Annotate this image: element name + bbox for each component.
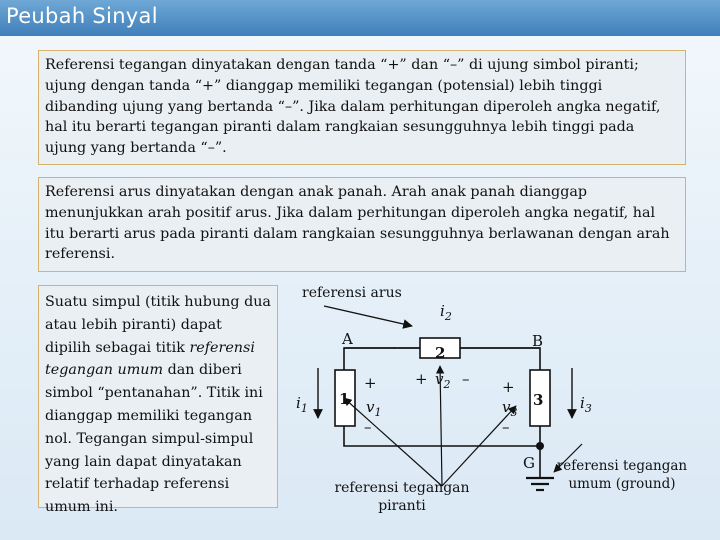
label-v2-sub: 2 [443, 378, 451, 391]
v3-minus: – [502, 418, 510, 436]
node-reference-box [38, 285, 278, 516]
v2-plus: + [415, 370, 428, 388]
label-v1 [366, 398, 381, 419]
v3-plus: + [502, 378, 515, 396]
current-reference-box [38, 177, 686, 272]
label-i3-sub: 3 [584, 402, 592, 415]
node-reference-emphasis: referensi tegangan umum [45, 339, 255, 379]
label-v2-main: v [435, 370, 444, 388]
label-v2 [435, 370, 450, 391]
v1-plus: + [364, 374, 377, 392]
label-v1-sub: 1 [374, 406, 382, 419]
label-ground-ref-line2: umum (ground) [568, 476, 676, 492]
element-2-label: 2 [435, 344, 446, 362]
label-i2-main: i [440, 302, 445, 320]
title-bar [0, 0, 720, 36]
label-v3-main: v [502, 398, 511, 416]
label-voltage-ref-line2: piranti [378, 498, 426, 514]
circuit-diagram [282, 272, 720, 540]
label-ground-ref-line1: referensi tegangan [556, 458, 688, 474]
label-v1-main: v [366, 398, 375, 416]
label-v3 [502, 398, 517, 419]
label-i3-main: i [580, 394, 585, 412]
node-reference-part2: dan diberi simbol “pentanahan”. Titik ini dianggap memiliki tegangan nol. Tegangan simpul-simpul yang lain dapat dinyatakan relatif terhadap referensi umum ini. [45, 362, 263, 516]
label-i1-sub: 1 [300, 402, 308, 415]
element-3-label: 3 [533, 391, 544, 409]
label-voltage-ref-line1: referensi tegangan [334, 480, 470, 496]
label-i1-main: i [296, 394, 301, 412]
node-b-label: B [532, 332, 544, 350]
current-ref-pointer [324, 306, 412, 326]
label-i2 [440, 302, 452, 323]
label-i1 [296, 394, 308, 415]
node-reference-part1: Suatu simpul (titik hubung dua atau lebih piranti) dapat dipilih sebagai titik [45, 294, 271, 356]
label-i2-sub: 2 [444, 310, 452, 323]
node-g-label: G [523, 454, 535, 472]
label-current-ref: referensi arus [302, 285, 402, 301]
node-g-dot [536, 442, 544, 450]
voltage-reference-box [38, 50, 686, 165]
label-v3-sub: 3 [510, 406, 518, 419]
ground-symbol [526, 478, 554, 490]
node-reference-text [45, 291, 271, 519]
slide-title: Peubah Sinyal [6, 4, 158, 28]
voltage-reference-text: Referensi tegangan dinyatakan dengan tanda “+” dan “–” di ujung simbol piranti; ujung dengan tanda “+” dianggap memiliki tegangan (potensial) lebih tinggi dibanding ujung yang bertanda “–”. Jika dalam perhitungan diperoleh angka negatif, hal itu berarti tegangan piranti dalam rangkaian sesungguhnya lebih tinggi pada ujung yang bertanda “–”. [45, 57, 661, 157]
node-a-label: A [342, 330, 353, 348]
current-reference-text: Referensi arus dinyatakan dengan anak panah. Arah anak panah dianggap menunjukkan arah positif arus. Jika dalam perhitungan diperoleh angka negatif, hal itu berarti arus pada piranti dalam rangkaian sesungguhnya berlawanan dengan arah referensi. [45, 184, 670, 263]
v1-minus: – [364, 418, 372, 436]
wire-bottom [344, 426, 540, 446]
v2-minus: – [462, 370, 470, 388]
label-i3 [580, 394, 592, 415]
element-1-label: 1 [339, 390, 350, 408]
